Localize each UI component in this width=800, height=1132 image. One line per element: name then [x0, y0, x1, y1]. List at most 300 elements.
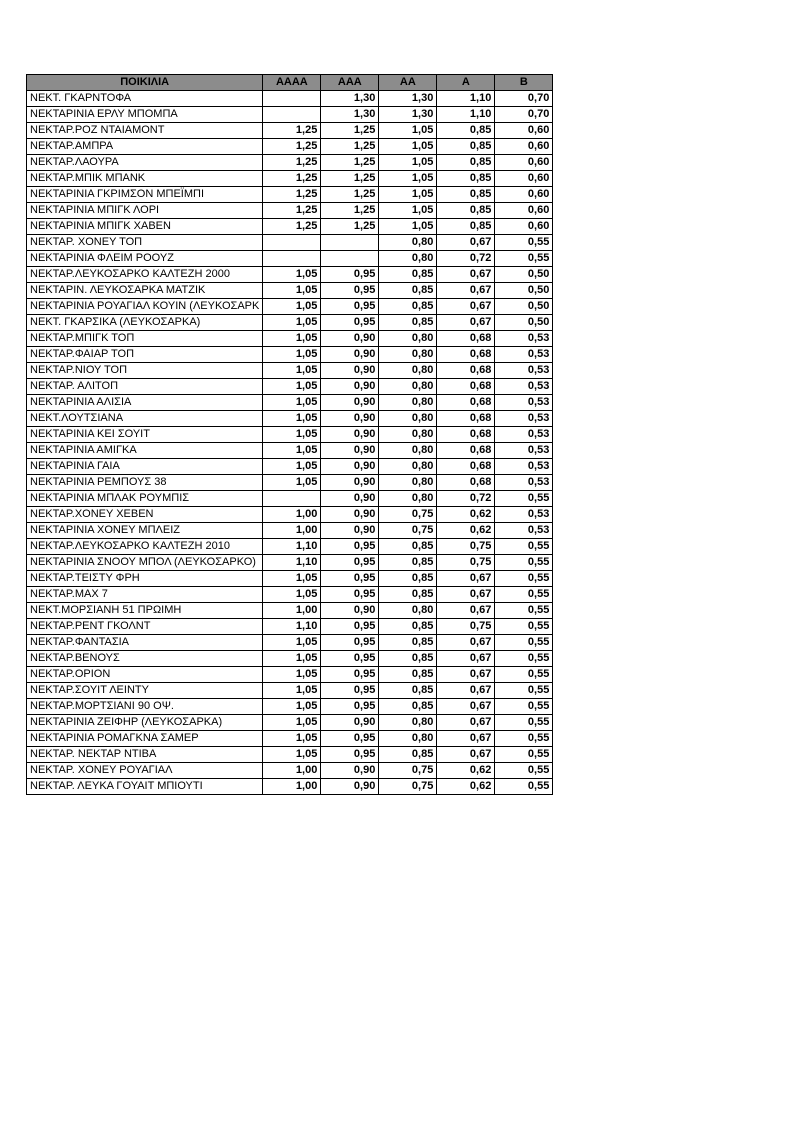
cell-aaa: 0,90: [321, 379, 379, 395]
cell-b: 0,60: [495, 123, 553, 139]
cell-aaaa: 1,05: [263, 411, 321, 427]
cell-a: 0,67: [437, 747, 495, 763]
cell-variety: ΝΕΚΤΑΡ.ΧΟΝΕΥ ΧΕΒΕΝ: [27, 507, 263, 523]
cell-variety: ΝΕΚΤΑΡ.ΦΑΝΤΑΣΙΑ: [27, 635, 263, 651]
cell-variety: ΝΕΚΤΑΡ.ΜΑΧ 7: [27, 587, 263, 603]
cell-a: 0,62: [437, 507, 495, 523]
cell-aaaa: 1,05: [263, 315, 321, 331]
table-row: [27, 379, 553, 395]
cell-aaaa: [263, 251, 321, 267]
cell-b: 0,55: [495, 731, 553, 747]
cell-variety: ΝΕΚΤΑΡΙΝΙΑ ΦΛΕΙΜ ΡΟΟΥΖ: [27, 251, 263, 267]
cell-variety: ΝΕΚΤΑΡ.ΛΕΥΚΟΣΑΡΚΟ ΚΑΛΤΕΖΗ 2000: [27, 267, 263, 283]
table-row: [27, 91, 553, 107]
header-row: [27, 75, 553, 91]
cell-variety: ΝΕΚΤΑΡ.ΡΟΖ ΝΤΑΙΑΜΟΝΤ: [27, 123, 263, 139]
cell-b: 0,55: [495, 779, 553, 795]
table-row: [27, 235, 553, 251]
cell-aaaa: 1,25: [263, 203, 321, 219]
cell-aaaa: 1,10: [263, 555, 321, 571]
cell-a: 0,68: [437, 363, 495, 379]
cell-b: 0,53: [495, 459, 553, 475]
table-row: [27, 411, 553, 427]
cell-b: 0,55: [495, 603, 553, 619]
cell-aaa: 0,95: [321, 283, 379, 299]
table-row: [27, 619, 553, 635]
cell-aaa: 1,25: [321, 203, 379, 219]
cell-a: 0,67: [437, 235, 495, 251]
cell-aaa: 0,90: [321, 411, 379, 427]
header-aa: AA: [379, 75, 437, 91]
cell-aaa: 0,90: [321, 715, 379, 731]
table-row: [27, 539, 553, 555]
cell-aaaa: 1,05: [263, 395, 321, 411]
table-row: [27, 507, 553, 523]
cell-aaa: 0,90: [321, 779, 379, 795]
cell-variety: ΝΕΚΤΑΡ.ΜΠΙΚ ΜΠΑΝΚ: [27, 171, 263, 187]
table-row: [27, 347, 553, 363]
cell-a: 0,68: [437, 331, 495, 347]
cell-a: 0,85: [437, 123, 495, 139]
cell-a: 0,67: [437, 635, 495, 651]
cell-aa: 0,75: [379, 779, 437, 795]
table-row: [27, 331, 553, 347]
table-row: [27, 203, 553, 219]
cell-aaa: 0,90: [321, 763, 379, 779]
cell-aa: 0,80: [379, 411, 437, 427]
cell-aaa: 1,25: [321, 123, 379, 139]
cell-aa: 0,80: [379, 427, 437, 443]
cell-aa: 0,85: [379, 587, 437, 603]
table-row: [27, 427, 553, 443]
cell-variety: ΝΕΚΤΑΡΙΝΙΑ ΚΕΙ ΣΟΥΙΤ: [27, 427, 263, 443]
cell-aaa: 0,95: [321, 651, 379, 667]
cell-aa: 0,85: [379, 555, 437, 571]
cell-b: 0,55: [495, 619, 553, 635]
cell-variety: ΝΕΚΤ.ΜΟΡΣΙΑΝΗ 51 ΠΡΩΙΜΗ: [27, 603, 263, 619]
cell-aa: 0,75: [379, 763, 437, 779]
cell-aaaa: 1,00: [263, 523, 321, 539]
cell-variety: ΝΕΚΤΑΡ.ΝΙΟΥ ΤΟΠ: [27, 363, 263, 379]
header-variety: ΠΟΙΚΙΛΙΑ: [27, 75, 263, 91]
cell-aa: 0,80: [379, 251, 437, 267]
cell-aa: 1,05: [379, 123, 437, 139]
cell-aaa: 1,25: [321, 139, 379, 155]
cell-variety: ΝΕΚΤΑΡΙΝΙΑ ΜΠΙΓΚ ΛΟΡΙ: [27, 203, 263, 219]
cell-variety: ΝΕΚΤΑΡΙΝΙΑ ΑΜΙΓΚΑ: [27, 443, 263, 459]
cell-a: 0,67: [437, 699, 495, 715]
cell-variety: ΝΕΚΤΑΡ.ΟΡΙΟΝ: [27, 667, 263, 683]
cell-aaaa: 1,25: [263, 155, 321, 171]
cell-a: 0,67: [437, 715, 495, 731]
cell-aaa: 0,90: [321, 443, 379, 459]
cell-aa: 1,05: [379, 203, 437, 219]
cell-a: 0,68: [437, 443, 495, 459]
cell-b: 0,53: [495, 379, 553, 395]
cell-b: 0,53: [495, 475, 553, 491]
cell-aaaa: 1,10: [263, 539, 321, 555]
cell-aaaa: 1,05: [263, 283, 321, 299]
cell-variety: ΝΕΚΤΑΡ. ΝΕΚΤΑΡ ΝΤΙΒΑ: [27, 747, 263, 763]
cell-aaa: 0,95: [321, 315, 379, 331]
cell-b: 0,53: [495, 331, 553, 347]
cell-aaa: 0,95: [321, 555, 379, 571]
cell-aaaa: [263, 91, 321, 107]
cell-aaa: 0,90: [321, 347, 379, 363]
cell-aaa: 1,25: [321, 187, 379, 203]
cell-aaa: 1,30: [321, 107, 379, 123]
cell-b: 0,60: [495, 171, 553, 187]
cell-a: 0,67: [437, 651, 495, 667]
cell-a: 0,75: [437, 555, 495, 571]
cell-variety: ΝΕΚΤΑΡΙΝΙΑ ΧΟΝΕΥ ΜΠΛΕΙΖ: [27, 523, 263, 539]
cell-a: 0,68: [437, 347, 495, 363]
table-row: [27, 139, 553, 155]
table-row: [27, 283, 553, 299]
cell-b: 0,60: [495, 203, 553, 219]
cell-a: 0,68: [437, 475, 495, 491]
header-b: B: [495, 75, 553, 91]
cell-aaa: 0,95: [321, 747, 379, 763]
cell-b: 0,53: [495, 411, 553, 427]
cell-variety: ΝΕΚΤΑΡ.ΑΜΠΡΑ: [27, 139, 263, 155]
cell-aaa: 0,90: [321, 491, 379, 507]
cell-aa: 0,85: [379, 747, 437, 763]
cell-aaaa: 1,05: [263, 747, 321, 763]
table-row: [27, 107, 553, 123]
table-row: [27, 699, 553, 715]
table-row: [27, 731, 553, 747]
table-row: [27, 267, 553, 283]
cell-a: 0,67: [437, 283, 495, 299]
cell-aaa: 0,90: [321, 603, 379, 619]
cell-variety: ΝΕΚΤΑΡΙΝΙΑ ΜΠΛΑΚ ΡΟΥΜΠΙΣ: [27, 491, 263, 507]
cell-b: 0,60: [495, 155, 553, 171]
cell-variety: ΝΕΚΤ.ΛΟΥΤΣΙΑΝΑ: [27, 411, 263, 427]
table-row: [27, 123, 553, 139]
cell-aa: 0,80: [379, 443, 437, 459]
header-aaa: AAA: [321, 75, 379, 91]
cell-b: 0,53: [495, 427, 553, 443]
cell-aa: 0,85: [379, 283, 437, 299]
cell-aa: 1,05: [379, 139, 437, 155]
table-row: [27, 523, 553, 539]
cell-aa: 0,85: [379, 315, 437, 331]
cell-aaaa: [263, 107, 321, 123]
cell-a: 0,68: [437, 395, 495, 411]
cell-a: 0,85: [437, 187, 495, 203]
cell-a: 0,75: [437, 619, 495, 635]
table-row: [27, 475, 553, 491]
cell-a: 1,10: [437, 91, 495, 107]
cell-aaaa: 1,05: [263, 571, 321, 587]
cell-aa: 1,05: [379, 187, 437, 203]
cell-aa: 1,30: [379, 107, 437, 123]
table-row: [27, 603, 553, 619]
cell-aaa: 0,90: [321, 475, 379, 491]
cell-aaa: 0,95: [321, 635, 379, 651]
cell-aaaa: 1,05: [263, 443, 321, 459]
cell-aaa: 0,95: [321, 619, 379, 635]
cell-aaaa: 1,05: [263, 427, 321, 443]
header-a: A: [437, 75, 495, 91]
cell-aaa: 0,95: [321, 699, 379, 715]
cell-a: 0,75: [437, 539, 495, 555]
cell-variety: ΝΕΚΤΑΡ.ΛΑΟΥΡΑ: [27, 155, 263, 171]
cell-aaaa: 1,05: [263, 475, 321, 491]
cell-a: 0,85: [437, 155, 495, 171]
cell-aaaa: 1,00: [263, 603, 321, 619]
cell-aa: 0,85: [379, 571, 437, 587]
header-aaaa: AAAA: [263, 75, 321, 91]
cell-aaaa: 1,05: [263, 459, 321, 475]
cell-aaa: [321, 251, 379, 267]
cell-b: 0,50: [495, 267, 553, 283]
cell-variety: ΝΕΚΤΑΡΙΝΙΑ ΓΑΙΑ: [27, 459, 263, 475]
table-row: [27, 251, 553, 267]
table-row: [27, 555, 553, 571]
cell-aa: 0,80: [379, 363, 437, 379]
cell-aaaa: [263, 491, 321, 507]
cell-b: 0,60: [495, 219, 553, 235]
cell-a: 0,85: [437, 139, 495, 155]
cell-b: 0,55: [495, 539, 553, 555]
cell-variety: ΝΕΚΤΑΡ.ΤΕΙΣΤΥ ΦΡΗ: [27, 571, 263, 587]
cell-a: 0,67: [437, 571, 495, 587]
cell-aaa: 0,90: [321, 331, 379, 347]
cell-b: 0,53: [495, 347, 553, 363]
table-row: [27, 155, 553, 171]
price-table: [26, 74, 553, 795]
cell-b: 0,55: [495, 747, 553, 763]
cell-aaaa: 1,05: [263, 683, 321, 699]
cell-aa: 0,80: [379, 395, 437, 411]
table-row: [27, 187, 553, 203]
cell-a: 1,10: [437, 107, 495, 123]
cell-b: 0,55: [495, 715, 553, 731]
cell-variety: ΝΕΚΤΑΡ.ΡΕΝΤ ΓΚΟΛΝΤ: [27, 619, 263, 635]
cell-a: 0,68: [437, 379, 495, 395]
cell-aa: 0,80: [379, 235, 437, 251]
cell-b: 0,55: [495, 491, 553, 507]
cell-b: 0,55: [495, 651, 553, 667]
cell-aaaa: 1,05: [263, 363, 321, 379]
cell-aaa: 0,90: [321, 363, 379, 379]
cell-variety: ΝΕΚΤΑΡΙΝΙΑ ΕΡΛΥ ΜΠΟΜΠΑ: [27, 107, 263, 123]
cell-aaa: 0,90: [321, 523, 379, 539]
table-row: [27, 395, 553, 411]
cell-aaaa: 1,25: [263, 123, 321, 139]
cell-a: 0,67: [437, 731, 495, 747]
cell-variety: ΝΕΚΤΑΡΙΝ. ΛΕΥΚΟΣΑΡΚΑ ΜΑΤΖΙΚ: [27, 283, 263, 299]
cell-aa: 0,80: [379, 347, 437, 363]
cell-b: 0,53: [495, 507, 553, 523]
table-row: [27, 667, 553, 683]
cell-aa: 0,80: [379, 491, 437, 507]
cell-aaaa: 1,05: [263, 715, 321, 731]
table-body: [27, 91, 553, 795]
cell-aaa: [321, 235, 379, 251]
table-row: [27, 315, 553, 331]
cell-b: 0,55: [495, 251, 553, 267]
cell-aaa: 1,25: [321, 155, 379, 171]
cell-aa: 1,05: [379, 219, 437, 235]
cell-b: 0,50: [495, 283, 553, 299]
cell-a: 0,68: [437, 427, 495, 443]
cell-aa: 1,05: [379, 155, 437, 171]
cell-b: 0,55: [495, 571, 553, 587]
cell-variety: ΝΕΚΤΑΡ.ΒΕΝΟΥΣ: [27, 651, 263, 667]
cell-aaaa: 1,05: [263, 587, 321, 603]
table-row: [27, 571, 553, 587]
cell-b: 0,53: [495, 523, 553, 539]
cell-aaa: 0,95: [321, 587, 379, 603]
cell-a: 0,67: [437, 683, 495, 699]
cell-aaaa: 1,00: [263, 507, 321, 523]
cell-a: 0,72: [437, 491, 495, 507]
cell-a: 0,68: [437, 411, 495, 427]
cell-b: 0,70: [495, 107, 553, 123]
cell-a: 0,62: [437, 779, 495, 795]
table-row: [27, 779, 553, 795]
table-row: [27, 363, 553, 379]
cell-aaaa: 1,05: [263, 651, 321, 667]
cell-b: 0,60: [495, 187, 553, 203]
cell-aaa: 1,25: [321, 219, 379, 235]
cell-b: 0,50: [495, 299, 553, 315]
cell-aaaa: [263, 235, 321, 251]
cell-aa: 0,80: [379, 475, 437, 491]
cell-b: 0,55: [495, 235, 553, 251]
table-row: [27, 491, 553, 507]
cell-variety: ΝΕΚΤΑΡΙΝΙΑ ΡΕΜΠΟΥΣ 38: [27, 475, 263, 491]
cell-variety: ΝΕΚΤΑΡ. ΧΟΝΕΥ ΤΟΠ: [27, 235, 263, 251]
cell-aaaa: 1,05: [263, 267, 321, 283]
cell-aa: 0,80: [379, 379, 437, 395]
cell-aaa: 0,90: [321, 427, 379, 443]
cell-a: 0,85: [437, 203, 495, 219]
cell-aaa: 0,95: [321, 539, 379, 555]
cell-aaaa: 1,05: [263, 731, 321, 747]
cell-a: 0,67: [437, 315, 495, 331]
cell-aaa: 0,95: [321, 683, 379, 699]
cell-b: 0,55: [495, 683, 553, 699]
cell-aa: 0,85: [379, 299, 437, 315]
cell-aaaa: 1,25: [263, 171, 321, 187]
cell-a: 0,72: [437, 251, 495, 267]
table-row: [27, 715, 553, 731]
cell-a: 0,68: [437, 459, 495, 475]
cell-b: 0,53: [495, 443, 553, 459]
cell-aaaa: 1,05: [263, 299, 321, 315]
cell-variety: ΝΕΚΤΑΡΙΝΙΑ ΖΕΙΦΗΡ (ΛΕΥΚΟΣΑΡΚΑ): [27, 715, 263, 731]
cell-a: 0,67: [437, 603, 495, 619]
cell-variety: ΝΕΚΤΑΡΙΝΙΑ ΑΛΙΣΙΑ: [27, 395, 263, 411]
cell-b: 0,55: [495, 635, 553, 651]
cell-aaa: 0,95: [321, 667, 379, 683]
cell-aaaa: 1,05: [263, 331, 321, 347]
cell-variety: ΝΕΚΤΑΡΙΝΙΑ ΣΝΟΟΥ ΜΠΟΛ (ΛΕΥΚΟΣΑΡΚΟ): [27, 555, 263, 571]
cell-variety: ΝΕΚΤ. ΓΚΑΡΝΤΟΦΑ: [27, 91, 263, 107]
cell-a: 0,67: [437, 299, 495, 315]
cell-aaa: 0,90: [321, 395, 379, 411]
cell-aa: 0,85: [379, 651, 437, 667]
cell-aaa: 0,90: [321, 459, 379, 475]
cell-aaaa: 1,25: [263, 187, 321, 203]
cell-aa: 0,85: [379, 667, 437, 683]
table-row: [27, 171, 553, 187]
cell-b: 0,60: [495, 139, 553, 155]
cell-aa: 0,85: [379, 635, 437, 651]
cell-b: 0,53: [495, 395, 553, 411]
cell-b: 0,55: [495, 667, 553, 683]
cell-a: 0,62: [437, 763, 495, 779]
cell-aaaa: 1,05: [263, 699, 321, 715]
cell-aaa: 0,90: [321, 507, 379, 523]
cell-variety: ΝΕΚΤΑΡ.ΣΟΥΙΤ ΛΕΙΝΤΥ: [27, 683, 263, 699]
cell-b: 0,50: [495, 315, 553, 331]
cell-variety: ΝΕΚΤ. ΓΚΑΡΣΙΚΑ (ΛΕΥΚΟΣΑΡΚΑ): [27, 315, 263, 331]
table-row: [27, 459, 553, 475]
cell-b: 0,55: [495, 555, 553, 571]
cell-variety: ΝΕΚΤΑΡ.ΦΑΙΑΡ ΤΟΠ: [27, 347, 263, 363]
cell-aaaa: 1,05: [263, 667, 321, 683]
cell-aaa: 1,30: [321, 91, 379, 107]
table-row: [27, 219, 553, 235]
cell-a: 0,67: [437, 267, 495, 283]
cell-variety: ΝΕΚΤΑΡ. ΑΛΙΤΟΠ: [27, 379, 263, 395]
cell-aa: 0,80: [379, 331, 437, 347]
cell-aa: 0,80: [379, 731, 437, 747]
cell-variety: ΝΕΚΤΑΡΙΝΙΑ ΡΟΜΑΓΚΝΑ ΣΑΜΕΡ: [27, 731, 263, 747]
cell-aa: 0,80: [379, 715, 437, 731]
cell-a: 0,85: [437, 171, 495, 187]
cell-aaaa: 1,10: [263, 619, 321, 635]
cell-variety: ΝΕΚΤΑΡ.ΛΕΥΚΟΣΑΡΚΟ ΚΑΛΤΕΖΗ 2010: [27, 539, 263, 555]
cell-variety: ΝΕΚΤΑΡΙΝΙΑ ΜΠΙΓΚ ΧΑΒΕΝ: [27, 219, 263, 235]
table-row: [27, 747, 553, 763]
table-row: [27, 587, 553, 603]
cell-aaa: 0,95: [321, 731, 379, 747]
cell-aa: 0,75: [379, 523, 437, 539]
cell-aaa: 1,25: [321, 171, 379, 187]
cell-aaaa: 1,00: [263, 779, 321, 795]
cell-aa: 1,05: [379, 171, 437, 187]
cell-variety: ΝΕΚΤΑΡ. ΛΕΥΚΑ ΓΟΥΑΙΤ ΜΠΙΟΥΤΙ: [27, 779, 263, 795]
cell-aaaa: 1,05: [263, 379, 321, 395]
cell-a: 0,67: [437, 587, 495, 603]
cell-b: 0,55: [495, 763, 553, 779]
cell-variety: ΝΕΚΤΑΡ.ΜΟΡΤΣΙΑΝΙ 90 ΟΨ.: [27, 699, 263, 715]
cell-aaa: 0,95: [321, 299, 379, 315]
cell-b: 0,55: [495, 699, 553, 715]
cell-a: 0,62: [437, 523, 495, 539]
cell-variety: ΝΕΚΤΑΡ. ΧΟΝΕΥ ΡΟΥΑΓΙΑΛ: [27, 763, 263, 779]
cell-aa: 0,75: [379, 507, 437, 523]
cell-aa: 0,85: [379, 699, 437, 715]
table-row: [27, 635, 553, 651]
cell-variety: ΝΕΚΤΑΡΙΝΙΑ ΡΟΥΑΓΙΑΛ ΚΟΥΙΝ (ΛΕΥΚΟΣΑΡΚ: [27, 299, 263, 315]
cell-aa: 0,85: [379, 683, 437, 699]
cell-aa: 0,85: [379, 267, 437, 283]
cell-b: 0,70: [495, 91, 553, 107]
cell-aaaa: 1,25: [263, 139, 321, 155]
cell-aaaa: 1,00: [263, 763, 321, 779]
cell-variety: ΝΕΚΤΑΡΙΝΙΑ ΓΚΡΙΜΣΟΝ ΜΠΕΪΜΠΙ: [27, 187, 263, 203]
cell-aaaa: 1,25: [263, 219, 321, 235]
cell-aaa: 0,95: [321, 571, 379, 587]
cell-aa: 0,85: [379, 619, 437, 635]
